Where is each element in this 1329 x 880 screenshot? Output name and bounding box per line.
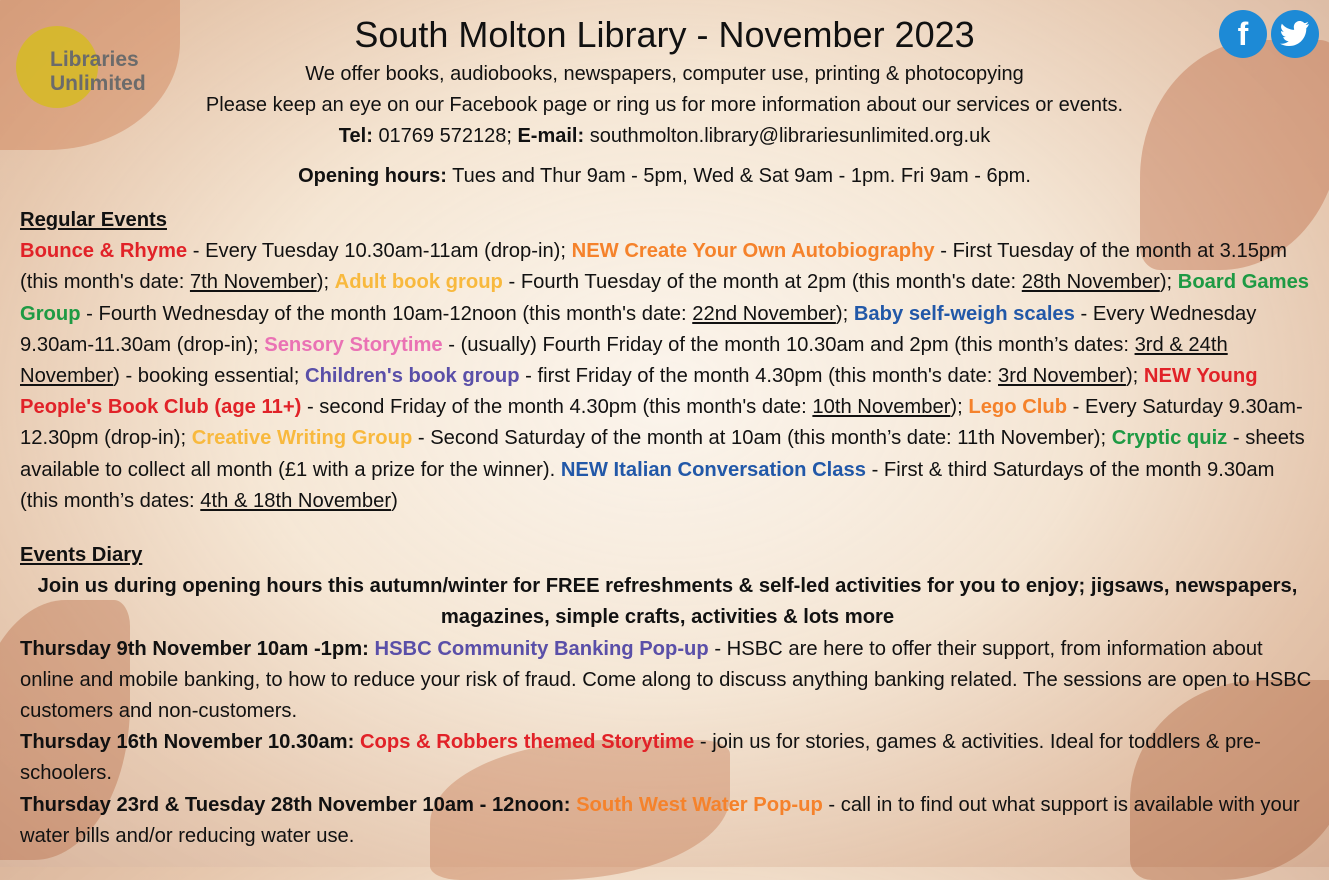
diary-entry-name: South West Water Pop-up [576,793,823,816]
facebook-info-line: Please keep an eye on our Facebook page or ring us for more information about our services or events. [205,94,1124,116]
event-name: Lego Club [968,396,1068,419]
diary-entry-date: Thursday 23rd & Tuesday 28th November 10am - 12noon: [20,793,577,816]
event-date: 3rd November [998,365,1126,388]
regular-events-heading: Regular Events [20,209,167,231]
event-name: Children's book group [305,365,520,388]
events-diary [20,540,1315,852]
event-details: - First & third Saturdays of the month 9.30am (this month’s dates: [20,458,1275,512]
event-name: Adult book group [334,271,503,294]
diary-entry-details: - HSBC are here to offer their support, from information about online and mobile banking, to how to reduce your risk of fraud. Come along to discuss anything banking related. The sessions are open to HSBC customers and non-customers. [20,637,1312,723]
event-details: - First Tuesday of the month at 3.15pm (this month's date: [20,240,1287,294]
tel-label: Tel: [338,125,373,147]
event-name: Sensory Storytime [264,333,443,356]
event-details: ); [950,396,969,419]
event-name: NEW Create Your Own Autobiography [571,240,935,263]
diary-entry [20,790,1315,852]
event-details: ) - booking essential; [113,365,306,388]
event-details: ); [1159,271,1178,294]
event-details: - Fourth Wednesday of the month 10am-12noon (this month's date: [80,302,693,325]
diary-intro: Join us during opening hours this autumn/winter for FREE refreshments & self-led activities for you to enjoy; jigsaws, newspapers, magazines, simple crafts, activities & lots more [37,575,1298,629]
event-date: 3rd & 24th November [20,333,1228,388]
event-details: ) [391,489,398,512]
event-name: Cryptic quiz [1111,427,1228,450]
regular-events-body [20,236,1315,517]
services-line: We offer books, audiobooks, newspapers, computer use, printing & photocopying [305,63,1024,85]
facebook-icon[interactable]: f [1219,10,1267,58]
event-name: NEW Italian Conversation Class [560,458,866,481]
event-details: ); [835,302,854,325]
diary-entry-date: Thursday 9th November 10am -1pm: [20,637,375,660]
event-date: 4th & 18th November [200,489,392,512]
diary-entry-name: Cops & Robbers themed Storytime [359,731,695,754]
events-diary-heading: Events Diary [20,544,143,566]
email-label: E-mail: [517,125,585,147]
event-details: - sheets available to collect all month (£1 with a prize for the winner). [20,427,1305,481]
diary-entry-name: HSBC Community Banking Pop-up [374,637,709,660]
event-details: - first Friday of the month 4.30pm (this month's date: [519,365,999,388]
event-details: ); [316,271,335,294]
event-name: NEW Young People's Book Club (age 11+) [20,365,1258,419]
email-address[interactable]: southmolton.library@librariesunlimited.org.uk [589,125,991,147]
page-title: South Molton Library - November 2023 [354,14,975,55]
event-details: - (usually) Fourth Friday of the month 10.30am and 2pm (this month’s dates: [442,333,1135,356]
event-date: 22nd November [692,302,836,325]
event-name: Board Games Group [20,271,1310,325]
diary-entry [20,727,1315,789]
event-details: - Every Saturday 9.30am-12.30pm (drop-in); [20,396,1303,450]
opening-hours-line [0,161,1329,192]
tel-number: 01769 572128; [378,125,512,147]
event-name: Bounce & Rhyme [20,240,188,263]
event-details: - second Friday of the month 4.30pm (this month's date: [301,396,813,419]
event-details: - Second Saturday of the month at 10am (this month’s date: 11th November); [412,427,1112,450]
event-details: - Every Wednesday 9.30am-11.30am (drop-in); [20,302,1257,356]
event-details: - Every Tuesday 10.30am-11am (drop-in); [187,240,572,263]
event-details: - Fourth Tuesday of the month at 2pm (this month's date: [502,271,1022,294]
event-date: 7th November [189,271,317,294]
event-date: 28th November [1021,271,1160,294]
diary-entry-details: - join us for stories, games & activities. Ideal for toddlers & pre-schoolers. [20,731,1261,785]
diary-entry-date: Thursday 16th November 10.30am: [20,731,360,754]
hours-text: Tues and Thur 9am - 5pm, Wed & Sat 9am - 1pm. Fri 9am - 6pm. [452,165,1031,187]
diary-entry [20,634,1315,728]
event-date: 10th November [812,396,951,419]
event-name: Baby self-weigh scales [853,302,1075,325]
hours-label: Opening hours: [298,165,447,187]
regular-events [20,205,1315,517]
contact-line [0,121,1329,152]
logo-text: Libraries Unlimited [50,48,146,95]
event-name: Creative Writing Group [191,427,413,450]
event-details: ); [1125,365,1144,388]
diary-entry-details: - call in to find out what support is available with your water bills and/or reducing water use. [20,793,1300,847]
